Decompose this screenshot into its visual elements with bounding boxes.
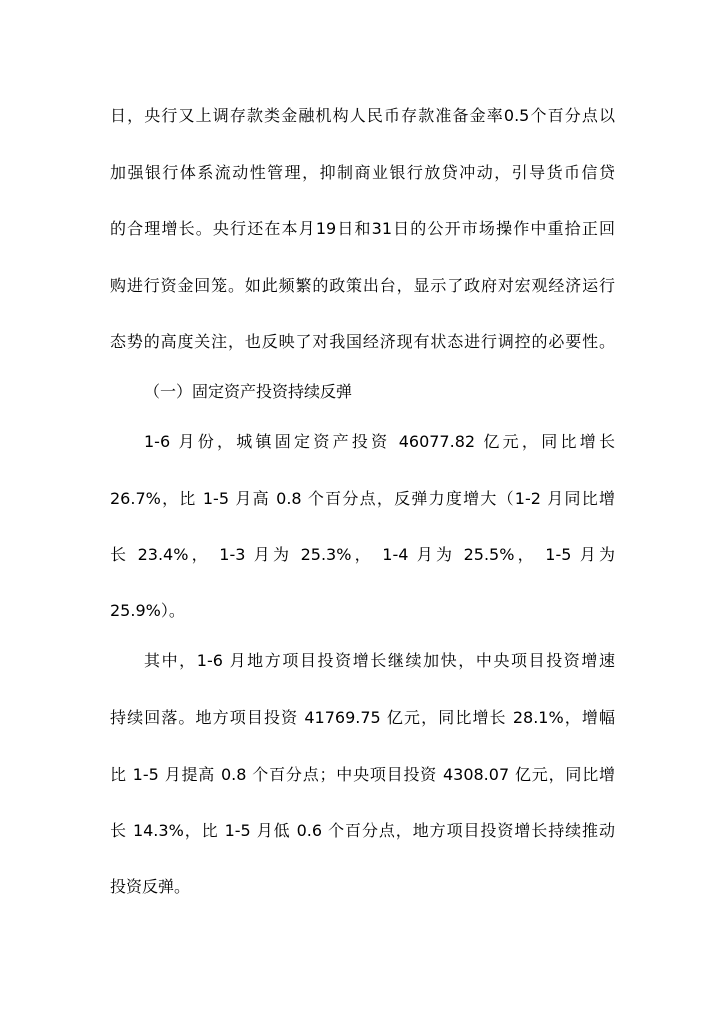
paragraph-line: 持续回落。地方项目投资 41769.75 亿元，同比增长 28.1%，增幅 <box>110 708 615 727</box>
paragraph-line: 25.9%）。 <box>110 601 185 620</box>
paragraph-line: 日，央行又上调存款类金融机构人民币存款准备金率0.5个百分点以 <box>110 106 615 125</box>
paragraph-line: 比 1-5 月提高 0.8 个百分点；中央项目投资 4308.07 亿元，同比增 <box>110 765 615 784</box>
paragraph-line: 态势的高度关注，也反映了对我国经济现有状态进行调控的必要性。 <box>110 332 615 351</box>
paragraph-line: 1-6 月份，城镇固定资产投资 46077.82 亿元，同比增长 <box>144 432 615 451</box>
paragraph-line: 26.7%，比 1-5 月高 0.8 个百分点，反弹力度增大（1-2 月同比增 <box>110 489 615 508</box>
paragraph-line: 投资反弹。 <box>110 877 191 896</box>
paragraph-line: 购进行资金回笼。如此频繁的政策出台，显示了政府对宏观经济运行 <box>110 276 615 295</box>
paragraph-line: 其中，1-6 月地方项目投资增长继续加快，中央项目投资增速 <box>144 651 615 670</box>
section-heading: （一）固定资产投资持续反弹 <box>144 382 353 401</box>
paragraph-line: 长 14.3%，比 1-5 月低 0.6 个百分点，地方项目投资增长持续推动 <box>110 821 615 840</box>
paragraph-line: 的合理增长。央行还在本月19日和31日的公开市场操作中重拾正回 <box>110 219 615 238</box>
paragraph-line: 加强银行体系流动性管理，抑制商业银行放贷冲动，引导货币信贷 <box>110 163 615 182</box>
paragraph-line: 长 23.4%， 1-3 月为 25.3%， 1-4 月为 25.5%， 1-5 月为 <box>110 545 615 564</box>
